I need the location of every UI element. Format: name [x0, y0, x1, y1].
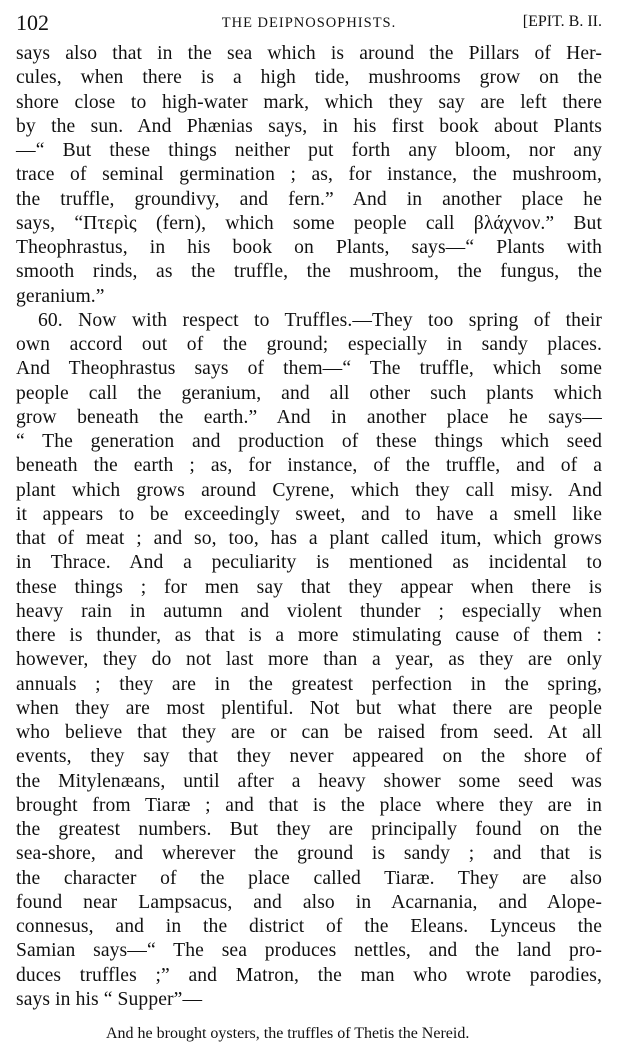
- text-line: trace of seminal germination ; as, for instance, the mushroom,: [16, 164, 602, 186]
- text-line: heavy rain in autumn and violent thunder ; especially when: [16, 600, 602, 622]
- text-line: —“ But these things neither put forth any bloom, nor any: [16, 140, 602, 161]
- text-line: by the sun. And Phænias says, in his first book about Plants: [16, 115, 602, 137]
- text-line: Theophrastus, in his book on Plants, says—“ Plants with: [16, 237, 602, 258]
- text-line: Samian says—“ The sea produces nettles, and the land pro-: [16, 940, 602, 962]
- running-title: THE DEIPNOSOPHISTS.: [221, 15, 397, 31]
- text-line: however, they do not last more than a year, as they are only: [16, 649, 602, 671]
- text-line: annuals ; they are in the greatest perfection in the spring,: [16, 673, 602, 695]
- section-reference: [EPIT. B. II.: [522, 13, 602, 30]
- text-line: people call the geranium, and all other such plants which: [16, 382, 602, 404]
- text-line: connesus, and in the district of the Eleans. Lynceus the: [16, 916, 602, 937]
- text-line: the character of the place called Tiaræ. They are also: [16, 867, 602, 889]
- verse-quotation: And he brought oysters, the truffles of Thetis the Nereid.: [106, 1025, 470, 1042]
- text-line: when they are most plentiful. Not but what there are people: [16, 697, 602, 719]
- text-line: there is thunder, as that is a more stimulating cause of them :: [16, 625, 602, 646]
- text-line: cules, when there is a high tide, mushrooms grow on the: [16, 67, 602, 89]
- text-line: that of meat ; and so, too, has a plant called itum, which grows: [16, 528, 602, 549]
- paragraph: [16, 309, 602, 1012]
- text-line: beneath the earth ; as, for instance, of the truffle, and of a: [16, 455, 602, 477]
- book-page: [16, 10, 602, 1044]
- page-header: [16, 10, 602, 42]
- text-line: who believe that they are or can be raised from seed. At all: [16, 722, 602, 743]
- text-line: 60. Now with respect to Truffles.—They too spring of their: [38, 309, 602, 331]
- text-line: smooth rinds, as the truffle, the mushroom, the fungus, the: [16, 261, 602, 283]
- text-line: events, they say that they never appeared on the shore of: [16, 746, 602, 768]
- text-line: in Thrace. And a peculiarity is mentioned as incidental to: [16, 552, 602, 574]
- paragraph: [16, 42, 602, 309]
- text-line: it appears to be exceedingly sweet, and to have a smell like: [16, 503, 602, 525]
- text-line: plant which grows around Cyrene, which they call misy. And: [16, 479, 602, 501]
- text-line: says, “Πτερὶς (fern), which some people call βλάχνον.” But: [16, 212, 602, 234]
- text-line: own accord out of the ground; especially in sandy places.: [16, 334, 602, 355]
- text-line: grow beneath the earth.” And in another place he says—: [16, 406, 602, 428]
- text-line: the truffle, groundivy, and fern.” And in another place he: [16, 188, 602, 210]
- text-line: “ The generation and production of these things which seed: [16, 431, 602, 452]
- page-number: 102: [16, 10, 49, 35]
- text-line: found near Lampsacus, and also in Acarnania, and Alope-: [16, 891, 602, 913]
- text-line: sea-shore, and wherever the ground is sandy ; and that is: [16, 843, 602, 865]
- text-line: says also that in the sea which is around the Pillars of Her-: [16, 43, 602, 64]
- text-line: brought from Tiaræ ; and that is the place where they are in: [16, 794, 602, 816]
- text-line: says in his “ Supper”—: [16, 988, 203, 1010]
- body-text: [16, 42, 602, 1012]
- text-line: shore close to high-water mark, which they say are left there: [16, 91, 602, 113]
- text-line: And Theophrastus says of them—“ The truffle, which some: [16, 358, 602, 380]
- text-line: the Mitylenæans, until after a heavy shower some seed was: [16, 770, 602, 792]
- text-line: duces truffles ;” and Matron, the man who wrote parodies,: [16, 964, 602, 986]
- text-line: these things ; for men say that they appear when there is: [16, 576, 602, 598]
- text-line: geranium.”: [16, 285, 105, 307]
- text-line: the greatest numbers. But they are principally found on the: [16, 819, 602, 840]
